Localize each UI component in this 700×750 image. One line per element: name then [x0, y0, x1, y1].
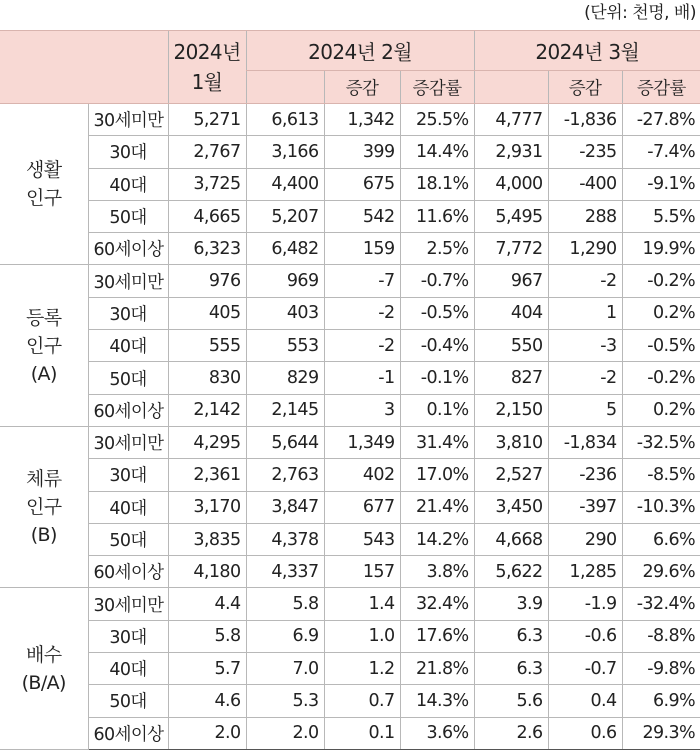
cell-mar: 2,931 [474, 136, 548, 168]
age-label: 30대 [88, 297, 168, 329]
cell-feb-chg: 3 [324, 394, 400, 426]
cell-feb-rate: 3.6% [400, 717, 474, 749]
table-row [0, 685, 700, 717]
table-row [0, 297, 700, 329]
cell-mar-rate: 5.5% [622, 200, 700, 232]
header-mar-change: 증감 [548, 71, 622, 104]
table-row [0, 523, 700, 555]
cell-feb-rate: 14.2% [400, 523, 474, 555]
table-row [0, 265, 700, 297]
cell-mar-chg: 0.4 [548, 685, 622, 717]
table-row [0, 362, 700, 394]
cell-feb-rate: 17.0% [400, 459, 474, 491]
cell-mar: 3,810 [474, 426, 548, 458]
cell-mar-rate: -32.5% [622, 426, 700, 458]
cell-jan: 4.4 [168, 588, 246, 620]
cell-feb-rate: 14.3% [400, 685, 474, 717]
cell-jan: 2,142 [168, 394, 246, 426]
cell-feb: 2,763 [246, 459, 324, 491]
group-label-line: 체류 [25, 468, 62, 491]
group-label-line: (A) [30, 362, 57, 385]
table-row [0, 588, 700, 620]
age-label: 30세미만 [88, 426, 168, 458]
cell-mar-rate: -0.5% [622, 330, 700, 362]
cell-feb: 6,613 [246, 104, 324, 136]
group-label-line: 생활 [25, 159, 62, 182]
header-feb-change: 증감 [324, 71, 400, 104]
cell-mar-rate: -0.2% [622, 362, 700, 394]
cell-mar-rate: 19.9% [622, 233, 700, 265]
age-label: 30대 [88, 620, 168, 652]
age-label: 60세이상 [88, 556, 168, 588]
cell-jan: 2.0 [168, 717, 246, 749]
cell-mar-rate: 6.9% [622, 685, 700, 717]
cell-mar-chg: -3 [548, 330, 622, 362]
cell-mar: 6.3 [474, 620, 548, 652]
cell-mar: 550 [474, 330, 548, 362]
cell-mar-rate: 29.3% [622, 717, 700, 749]
cell-jan: 4,180 [168, 556, 246, 588]
age-label: 50대 [88, 685, 168, 717]
age-label: 60세이상 [88, 394, 168, 426]
cell-mar: 967 [474, 265, 548, 297]
cell-mar-chg: -0.6 [548, 620, 622, 652]
table-row [0, 556, 700, 588]
cell-mar: 4,668 [474, 523, 548, 555]
cell-feb-rate: 32.4% [400, 588, 474, 620]
cell-mar: 5,495 [474, 200, 548, 232]
cell-mar-chg: -236 [548, 459, 622, 491]
cell-feb-chg: 542 [324, 200, 400, 232]
cell-mar-chg: -1.9 [548, 588, 622, 620]
table-row [0, 717, 700, 749]
cell-feb-rate: 25.5% [400, 104, 474, 136]
cell-jan: 976 [168, 265, 246, 297]
header-jan [168, 31, 246, 104]
cell-jan: 4,295 [168, 426, 246, 458]
table-row [0, 620, 700, 652]
table-row [0, 653, 700, 685]
cell-feb-rate: -0.7% [400, 265, 474, 297]
cell-mar-chg: 0.6 [548, 717, 622, 749]
cell-jan: 405 [168, 297, 246, 329]
cell-feb-rate: 0.1% [400, 394, 474, 426]
cell-mar: 6.3 [474, 653, 548, 685]
cell-feb: 2,145 [246, 394, 324, 426]
cell-feb: 4,378 [246, 523, 324, 555]
table-header [0, 31, 700, 104]
cell-feb-chg: 1.4 [324, 588, 400, 620]
cell-feb: 3,166 [246, 136, 324, 168]
cell-mar-rate: 0.2% [622, 394, 700, 426]
group-label-line: 인구 [25, 496, 62, 519]
cell-feb-rate: 2.5% [400, 233, 474, 265]
cell-mar-rate: 0.2% [622, 297, 700, 329]
cell-mar-chg: 290 [548, 523, 622, 555]
cell-jan: 5,271 [168, 104, 246, 136]
table-row [0, 104, 700, 136]
cell-mar-rate: -9.8% [622, 653, 700, 685]
header-jan-month: 1월 [191, 70, 223, 94]
cell-feb: 2.0 [246, 717, 324, 749]
cell-jan: 5.8 [168, 620, 246, 652]
age-label: 50대 [88, 523, 168, 555]
cell-jan: 2,361 [168, 459, 246, 491]
group-label-line: 인구 [25, 334, 62, 357]
cell-feb-chg: 0.1 [324, 717, 400, 749]
cell-mar-chg: 288 [548, 200, 622, 232]
cell-mar: 4,000 [474, 168, 548, 200]
cell-jan: 555 [168, 330, 246, 362]
group-label [0, 588, 88, 749]
header-feb: 2024년 2월 [246, 31, 474, 71]
cell-feb-chg: -1 [324, 362, 400, 394]
cell-feb-rate: 21.4% [400, 491, 474, 523]
cell-mar-rate: 29.6% [622, 556, 700, 588]
age-label: 30대 [88, 459, 168, 491]
cell-mar-rate: -8.8% [622, 620, 700, 652]
cell-feb: 6,482 [246, 233, 324, 265]
age-label: 40대 [88, 491, 168, 523]
cell-feb: 969 [246, 265, 324, 297]
cell-feb-rate: 18.1% [400, 168, 474, 200]
cell-mar-rate: -0.2% [622, 265, 700, 297]
cell-feb-rate: -0.1% [400, 362, 474, 394]
cell-mar: 2.6 [474, 717, 548, 749]
cell-feb-chg: -7 [324, 265, 400, 297]
cell-mar-rate: 6.6% [622, 523, 700, 555]
cell-feb-rate: -0.4% [400, 330, 474, 362]
cell-jan: 3,725 [168, 168, 246, 200]
cell-feb-chg: 675 [324, 168, 400, 200]
cell-mar: 3,450 [474, 491, 548, 523]
cell-mar-chg: 1,290 [548, 233, 622, 265]
cell-feb: 829 [246, 362, 324, 394]
header-corner [0, 31, 168, 104]
age-label: 60세이상 [88, 717, 168, 749]
cell-mar-chg: -235 [548, 136, 622, 168]
group-label [0, 426, 88, 587]
table-row [0, 168, 700, 200]
header-feb-rate: 증감률 [400, 71, 474, 104]
cell-mar-chg: 1,285 [548, 556, 622, 588]
cell-feb: 4,400 [246, 168, 324, 200]
cell-feb-rate: -0.5% [400, 297, 474, 329]
group-label-line: 인구 [25, 187, 62, 210]
cell-feb-chg: 1.0 [324, 620, 400, 652]
cell-mar: 404 [474, 297, 548, 329]
cell-mar: 2,150 [474, 394, 548, 426]
cell-feb-chg: 677 [324, 491, 400, 523]
cell-mar-rate: -8.5% [622, 459, 700, 491]
cell-feb-chg: 543 [324, 523, 400, 555]
cell-feb: 553 [246, 330, 324, 362]
cell-feb-rate: 17.6% [400, 620, 474, 652]
age-label: 60세이상 [88, 233, 168, 265]
cell-feb-rate: 14.4% [400, 136, 474, 168]
cell-mar: 827 [474, 362, 548, 394]
cell-mar-chg: -1,836 [548, 104, 622, 136]
cell-mar-rate: -27.8% [622, 104, 700, 136]
cell-mar: 5.6 [474, 685, 548, 717]
unit-note: (단위: 천명, 배) [584, 3, 696, 23]
table-row [0, 330, 700, 362]
cell-feb: 5.8 [246, 588, 324, 620]
cell-mar-rate: -32.4% [622, 588, 700, 620]
age-label: 30대 [88, 136, 168, 168]
table-row [0, 233, 700, 265]
cell-mar-chg: -0.7 [548, 653, 622, 685]
cell-feb-chg: 0.7 [324, 685, 400, 717]
cell-jan: 3,835 [168, 523, 246, 555]
cell-mar: 7,772 [474, 233, 548, 265]
table-row [0, 394, 700, 426]
cell-mar-chg: 5 [548, 394, 622, 426]
group-label [0, 104, 88, 265]
cell-feb: 403 [246, 297, 324, 329]
cell-jan: 4.6 [168, 685, 246, 717]
age-label: 40대 [88, 653, 168, 685]
group-label [0, 265, 88, 426]
age-label: 30세미만 [88, 104, 168, 136]
cell-mar-rate: -9.1% [622, 168, 700, 200]
age-label: 50대 [88, 200, 168, 232]
group-label-line: (B) [30, 524, 57, 547]
table-row [0, 426, 700, 458]
table-row [0, 136, 700, 168]
cell-jan: 2,767 [168, 136, 246, 168]
cell-jan: 3,170 [168, 491, 246, 523]
cell-feb-chg: 159 [324, 233, 400, 265]
header-mar-rate: 증감률 [622, 71, 700, 104]
cell-feb-chg: 1,349 [324, 426, 400, 458]
cell-feb: 7.0 [246, 653, 324, 685]
cell-mar: 2,527 [474, 459, 548, 491]
age-label: 50대 [88, 362, 168, 394]
cell-mar-chg: 1 [548, 297, 622, 329]
cell-mar: 5,622 [474, 556, 548, 588]
header-mar: 2024년 3월 [474, 31, 700, 71]
cell-mar: 4,777 [474, 104, 548, 136]
cell-feb-rate: 21.8% [400, 653, 474, 685]
cell-feb-chg: 157 [324, 556, 400, 588]
cell-mar-chg: -2 [548, 362, 622, 394]
population-table [0, 30, 700, 750]
cell-jan: 5.7 [168, 653, 246, 685]
cell-feb-chg: 1.2 [324, 653, 400, 685]
group-label-line: (B/A) [21, 671, 66, 694]
cell-feb: 5,644 [246, 426, 324, 458]
cell-mar-chg: -397 [548, 491, 622, 523]
cell-feb-rate: 3.8% [400, 556, 474, 588]
table-row [0, 491, 700, 523]
cell-feb: 5,207 [246, 200, 324, 232]
cell-feb-chg: 399 [324, 136, 400, 168]
cell-feb: 4,337 [246, 556, 324, 588]
age-label: 30세미만 [88, 588, 168, 620]
table-body [0, 104, 700, 750]
cell-feb: 3,847 [246, 491, 324, 523]
cell-feb-chg: 1,342 [324, 104, 400, 136]
cell-feb-chg: -2 [324, 330, 400, 362]
age-label: 40대 [88, 330, 168, 362]
cell-feb-rate: 31.4% [400, 426, 474, 458]
header-mar-value [474, 71, 548, 104]
cell-mar-rate: -7.4% [622, 136, 700, 168]
header-feb-value [246, 71, 324, 104]
group-label-line: 등록 [25, 306, 62, 329]
cell-mar-chg: -1,834 [548, 426, 622, 458]
cell-jan: 830 [168, 362, 246, 394]
group-label-line: 배수 [25, 643, 62, 666]
age-label: 30세미만 [88, 265, 168, 297]
cell-mar-chg: -2 [548, 265, 622, 297]
cell-mar-chg: -400 [548, 168, 622, 200]
cell-feb-chg: 402 [324, 459, 400, 491]
header-jan-year: 2024년 [173, 40, 241, 64]
table-row [0, 459, 700, 491]
cell-mar: 3.9 [474, 588, 548, 620]
table-row [0, 200, 700, 232]
cell-feb: 6.9 [246, 620, 324, 652]
cell-mar-rate: -10.3% [622, 491, 700, 523]
cell-jan: 6,323 [168, 233, 246, 265]
age-label: 40대 [88, 168, 168, 200]
cell-feb: 5.3 [246, 685, 324, 717]
cell-feb-rate: 11.6% [400, 200, 474, 232]
cell-feb-chg: -2 [324, 297, 400, 329]
cell-jan: 4,665 [168, 200, 246, 232]
